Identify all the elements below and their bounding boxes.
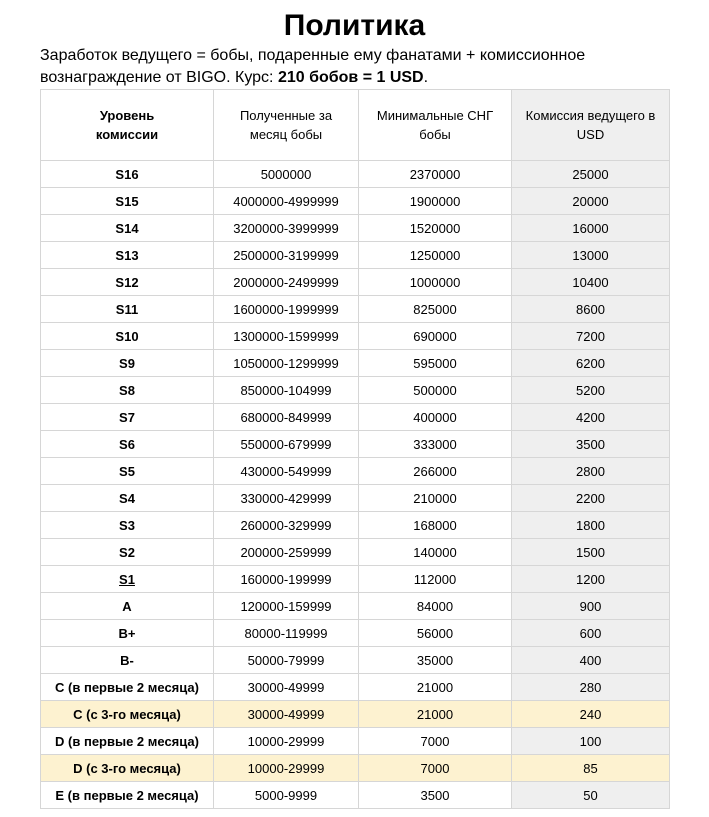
page-title: Политика: [283, 9, 426, 42]
cell-commission: 280: [512, 674, 670, 701]
cell-commission: 5200: [512, 377, 670, 404]
cell-min-cis: 21000: [359, 674, 512, 701]
cell-level: E (в первые 2 месяца): [41, 782, 214, 809]
intro-line-2-prefix: вознаграждение от BIGO. Курс:: [40, 69, 278, 86]
cell-beans: 10000-29999: [214, 755, 359, 782]
cell-commission: 1800: [512, 512, 670, 539]
cell-min-cis: 266000: [359, 458, 512, 485]
table-row: [41, 728, 670, 755]
cell-min-cis: 56000: [359, 620, 512, 647]
cell-beans: 5000000: [214, 161, 359, 188]
table-row: [41, 323, 670, 350]
cell-commission: 20000: [512, 188, 670, 215]
cell-level: S11: [41, 296, 214, 323]
cell-beans: 1050000-1299999: [214, 350, 359, 377]
cell-level: D (в первые 2 месяца): [41, 728, 214, 755]
cell-commission: 100: [512, 728, 670, 755]
table-row: [41, 485, 670, 512]
cell-commission: 3500: [512, 431, 670, 458]
cell-beans: 4000000-4999999: [214, 188, 359, 215]
header-min-cis: Минимальные СНГ бобы: [359, 90, 512, 161]
cell-beans: 10000-29999: [214, 728, 359, 755]
cell-commission: 10400: [512, 269, 670, 296]
cell-commission: 2200: [512, 485, 670, 512]
cell-beans: 2500000-3199999: [214, 242, 359, 269]
cell-commission: 25000: [512, 161, 670, 188]
header-commission: Комиссия ведущего в USD: [512, 90, 670, 161]
cell-commission: 85: [512, 755, 670, 782]
cell-beans: 50000-79999: [214, 647, 359, 674]
cell-level: S7: [41, 404, 214, 431]
cell-min-cis: 825000: [359, 296, 512, 323]
cell-level: C (в первые 2 месяца): [41, 674, 214, 701]
table-row: [41, 269, 670, 296]
cell-commission: 1500: [512, 539, 670, 566]
cell-level: S2: [41, 539, 214, 566]
cell-level: B+: [41, 620, 214, 647]
table-row: [41, 782, 670, 809]
cell-beans: 200000-259999: [214, 539, 359, 566]
intro-line-2-suffix: .: [423, 69, 429, 86]
cell-commission: 1200: [512, 566, 670, 593]
cell-beans: 680000-849999: [214, 404, 359, 431]
cell-level: S1: [41, 566, 214, 593]
table-row: [41, 512, 670, 539]
cell-beans: 330000-429999: [214, 485, 359, 512]
cell-level: C (с 3-го месяца): [41, 701, 214, 728]
cell-commission: 13000: [512, 242, 670, 269]
table-row: [41, 647, 670, 674]
table-row: [41, 458, 670, 485]
table-row: [41, 161, 670, 188]
cell-beans: 430000-549999: [214, 458, 359, 485]
cell-min-cis: 1000000: [359, 269, 512, 296]
cell-min-cis: 7000: [359, 728, 512, 755]
cell-beans: 550000-679999: [214, 431, 359, 458]
cell-min-cis: 1900000: [359, 188, 512, 215]
cell-level: S5: [41, 458, 214, 485]
cell-commission: 8600: [512, 296, 670, 323]
cell-commission: 240: [512, 701, 670, 728]
cell-level: S9: [41, 350, 214, 377]
cell-beans: 1600000-1999999: [214, 296, 359, 323]
cell-min-cis: 1520000: [359, 215, 512, 242]
cell-level: S8: [41, 377, 214, 404]
table-row: [41, 188, 670, 215]
cell-commission: 50: [512, 782, 670, 809]
table-row: [41, 296, 670, 323]
cell-beans: 160000-199999: [214, 566, 359, 593]
table-row: [41, 620, 670, 647]
exchange-rate: 210 бобов = 1 USD: [277, 69, 424, 86]
cell-min-cis: 210000: [359, 485, 512, 512]
cell-min-cis: 35000: [359, 647, 512, 674]
cell-min-cis: 1250000: [359, 242, 512, 269]
cell-beans: 1300000-1599999: [214, 323, 359, 350]
table-row: [41, 215, 670, 242]
table-row: [41, 593, 670, 620]
table-row: [41, 350, 670, 377]
table-row: [41, 701, 670, 728]
cell-level: S4: [41, 485, 214, 512]
intro-line-2: [40, 67, 700, 89]
cell-level: S13: [41, 242, 214, 269]
cell-beans: 3200000-3999999: [214, 215, 359, 242]
cell-beans: 80000-119999: [214, 620, 359, 647]
cell-level: S3: [41, 512, 214, 539]
cell-min-cis: 595000: [359, 350, 512, 377]
cell-min-cis: 168000: [359, 512, 512, 539]
cell-level: S14: [41, 215, 214, 242]
cell-level: S10: [41, 323, 214, 350]
table-row: [41, 404, 670, 431]
cell-commission: 4200: [512, 404, 670, 431]
cell-min-cis: 21000: [359, 701, 512, 728]
cell-beans: 120000-159999: [214, 593, 359, 620]
header-beans: Полученные за месяц бобы: [214, 90, 359, 161]
table-row: [41, 242, 670, 269]
intro-text: [40, 45, 700, 89]
table-row: [41, 377, 670, 404]
table-row: [41, 755, 670, 782]
cell-level: S6: [41, 431, 214, 458]
cell-min-cis: 140000: [359, 539, 512, 566]
cell-min-cis: 400000: [359, 404, 512, 431]
cell-beans: 260000-329999: [214, 512, 359, 539]
cell-commission: 7200: [512, 323, 670, 350]
cell-min-cis: 7000: [359, 755, 512, 782]
cell-commission: 2800: [512, 458, 670, 485]
intro-line-1: Заработок ведущего = бобы, подаренные ему фанатами + комиссионное: [40, 47, 586, 64]
cell-min-cis: 112000: [359, 566, 512, 593]
cell-commission: 600: [512, 620, 670, 647]
cell-min-cis: 2370000: [359, 161, 512, 188]
cell-commission: 16000: [512, 215, 670, 242]
table-row: [41, 674, 670, 701]
cell-level: D (с 3-го месяца): [41, 755, 214, 782]
cell-level: S12: [41, 269, 214, 296]
table-header-row: [41, 90, 670, 161]
cell-commission: 400: [512, 647, 670, 674]
table-row: [41, 566, 670, 593]
cell-min-cis: 3500: [359, 782, 512, 809]
cell-min-cis: 333000: [359, 431, 512, 458]
cell-level: A: [41, 593, 214, 620]
header-level: Уровень комиссии: [41, 90, 214, 161]
cell-commission: 6200: [512, 350, 670, 377]
cell-beans: 30000-49999: [214, 701, 359, 728]
cell-level: S16: [41, 161, 214, 188]
cell-min-cis: 500000: [359, 377, 512, 404]
cell-beans: 5000-9999: [214, 782, 359, 809]
cell-level: S15: [41, 188, 214, 215]
cell-min-cis: 84000: [359, 593, 512, 620]
table-row: [41, 539, 670, 566]
table-body: [41, 161, 670, 809]
commission-table: [40, 89, 670, 809]
cell-beans: 850000-104999: [214, 377, 359, 404]
cell-commission: 900: [512, 593, 670, 620]
cell-beans: 2000000-2499999: [214, 269, 359, 296]
cell-level: B-: [41, 647, 214, 674]
table-row: [41, 431, 670, 458]
cell-min-cis: 690000: [359, 323, 512, 350]
cell-beans: 30000-49999: [214, 674, 359, 701]
